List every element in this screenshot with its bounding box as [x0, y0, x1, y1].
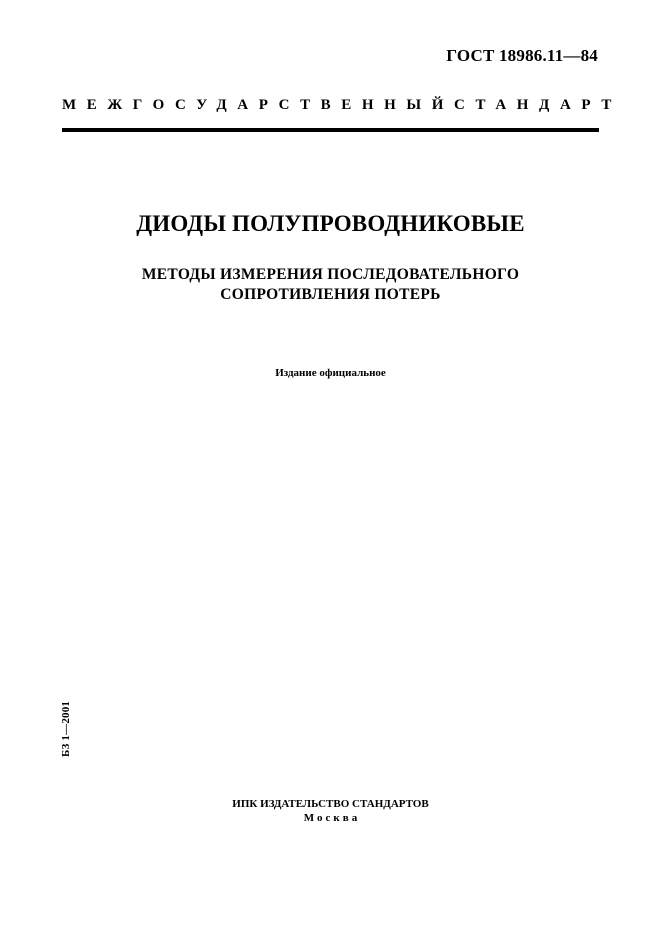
standard-type-word-2: СТАНДАРТ [454, 97, 622, 113]
document-subtitle [0, 265, 661, 305]
document-code: ГОСТ 18986.11—84 [446, 46, 598, 65]
subtitle-line-2: СОПРОТИВЛЕНИЯ ПОТЕРЬ [220, 286, 441, 303]
header-rule [62, 128, 599, 132]
publisher-block [0, 797, 661, 825]
standard-type-word-1: МЕЖГОСУДАРСТВЕННЫЙ [62, 97, 455, 113]
publisher-city: Москва [303, 812, 361, 824]
document-title: ДИОДЫ ПОЛУПРОВОДНИКОВЫЕ [136, 211, 525, 236]
standard-type-heading [62, 97, 622, 114]
publisher-name: ИПК ИЗДАТЕЛЬСТВО СТАНДАРТОВ [232, 798, 429, 810]
side-code: БЗ 1—2001 [60, 700, 72, 757]
subtitle-line-1: МЕТОДЫ ИЗМЕРЕНИЯ ПОСЛЕДОВАТЕЛЬНОГО [141, 266, 520, 283]
edition-note: Издание официальное [275, 367, 386, 379]
